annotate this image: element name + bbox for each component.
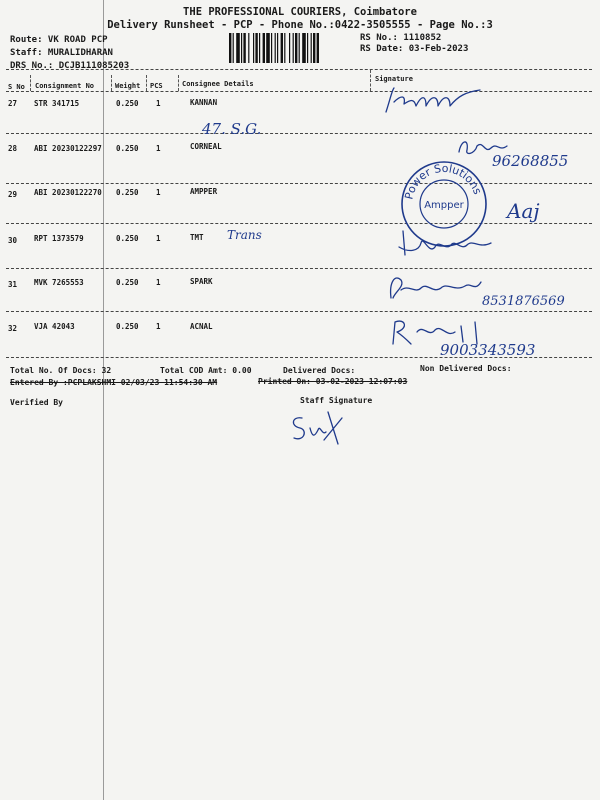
divider [146, 75, 147, 91]
row-consignee: ACNAL [190, 322, 213, 331]
row-consignment: STR 341715 [34, 99, 80, 108]
rs-date: RS Date: 03-Feb-2023 [360, 44, 469, 54]
handwritten-note [200, 116, 310, 140]
row-sno: 32 [8, 324, 18, 333]
drs-number: DRS No.: DCJB111085203 [10, 61, 130, 71]
note-text: Trans [227, 228, 262, 242]
row-consignee: KANNAN [190, 98, 218, 107]
row-weight: 0.250 [116, 234, 139, 243]
column-rule [6, 91, 592, 92]
row-sno: 29 [8, 190, 18, 199]
total-cod: Total COD Amt: 0.00 [160, 366, 252, 375]
row-rule [6, 268, 592, 269]
non-delivered-docs: Non Delivered Docs: [420, 364, 512, 373]
rs-number: RS No.: 1110852 [360, 33, 442, 43]
header-rule [6, 69, 592, 70]
phone-text: 8531876569 [482, 294, 565, 309]
staff-signature-label: Staff Signature [300, 396, 373, 405]
verified-by: Verified By [10, 398, 63, 407]
row-consignment: RPT 1373579 [34, 234, 84, 243]
signature-text: Aaj [507, 199, 540, 223]
row-consignment: ABI 20230122270 [34, 188, 102, 197]
row-weight: 0.250 [116, 99, 139, 108]
entered-by: Entered By :PCPLAKSHMI 02/03/23 11:54:30 AM [10, 378, 218, 387]
col-consignee: Consignee Details [182, 80, 254, 88]
row-consignment: MVK 7265553 [34, 278, 84, 287]
staff-signature [286, 408, 346, 452]
row-consignee: SPARK [190, 277, 213, 286]
phone-text: 96268855 [492, 152, 569, 170]
row-consignment: ABI 20230122297 [34, 144, 102, 153]
row-pcs: 1 [156, 144, 161, 153]
divider [30, 75, 31, 91]
total-docs: Total No. Of Docs: 32 [10, 366, 112, 375]
col-weight: Weight [115, 82, 141, 90]
row-consignee: CORNEAL [190, 142, 222, 151]
col-consignment: Consignment No [35, 82, 95, 90]
row-consignee: TMT [190, 233, 204, 242]
barcode [228, 33, 354, 63]
row-pcs: 1 [156, 188, 161, 197]
row-consignee: AMPPER [190, 187, 218, 196]
col-signature: Signature [375, 75, 413, 83]
printed-on: Printed On: 03-02-2023 12:07:03 [258, 377, 408, 386]
delivered-docs: Delivered Docs: [283, 366, 356, 375]
col-pcs: PCS [150, 82, 163, 90]
signature-row30 [395, 225, 505, 265]
row-weight: 0.250 [116, 278, 139, 287]
phone-text: 9003343593 [440, 341, 536, 359]
signature-row31 [385, 272, 485, 304]
handwritten-phone [490, 144, 600, 174]
handwritten-phone [480, 286, 600, 312]
row-sno: 30 [8, 236, 18, 245]
signature-row29 [505, 192, 555, 228]
row-sno: 27 [8, 99, 18, 108]
divider [111, 75, 112, 91]
row-weight: 0.250 [116, 188, 139, 197]
row-pcs: 1 [156, 99, 161, 108]
stamp-center-text: Ampper [424, 200, 464, 211]
row-weight: 0.250 [116, 322, 139, 331]
divider [370, 70, 371, 91]
row-pcs: 1 [156, 234, 161, 243]
row-weight: 0.250 [116, 144, 139, 153]
row-consignment: VJA 42043 [34, 322, 75, 331]
scan-line [103, 0, 104, 800]
signature-row27 [380, 82, 490, 122]
handwritten-note [225, 225, 295, 245]
row-sno: 28 [8, 144, 18, 153]
row-pcs: 1 [156, 278, 161, 287]
col-sno: S No [8, 83, 25, 91]
company-title: THE PROFESSIONAL COURIERS, Coimbatore [183, 6, 417, 18]
row-pcs: 1 [156, 322, 161, 331]
route-label: Route: VK ROAD PCP [10, 35, 108, 45]
stamp-ring-text: Power Solutions [402, 161, 485, 201]
row-sno: 31 [8, 280, 18, 289]
row-rule [6, 183, 592, 184]
note-text: 47. S.G. [202, 120, 262, 138]
staff-label: Staff: MURALIDHARAN [10, 48, 113, 58]
runsheet-title: Delivery Runsheet - PCP - Phone No.:0422-3505555 - Page No.:3 [107, 19, 493, 31]
handwritten-phone [438, 334, 578, 362]
divider [178, 75, 179, 91]
